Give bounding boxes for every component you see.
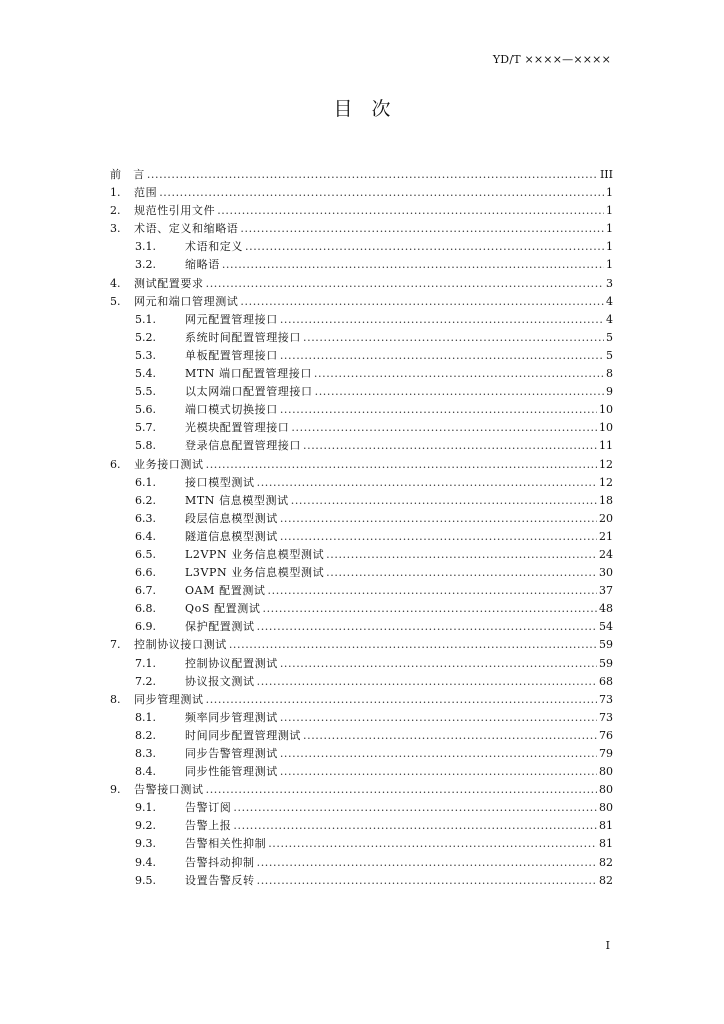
toc-entry-number: 5.4. xyxy=(135,367,156,381)
toc-entry-page: 48 xyxy=(599,602,613,616)
toc-entry-number: 5.6. xyxy=(135,403,156,417)
toc-entry-title: 协议报文测试 xyxy=(185,674,255,688)
toc-entry-number: 6.7. xyxy=(135,584,156,598)
toc-entry[interactable] xyxy=(110,329,613,347)
toc-entry-number: 5.1. xyxy=(135,312,156,326)
toc-leader-dots xyxy=(262,600,597,618)
toc-entry-page: 4 xyxy=(606,312,613,326)
toc-leader-dots xyxy=(206,456,597,474)
toc-entry[interactable] xyxy=(110,817,613,835)
toc-entry-page: 59 xyxy=(599,656,613,670)
toc-entry-number: 4. xyxy=(110,276,121,290)
toc-entry-title: 前 言 xyxy=(110,168,145,181)
toc-entry-page: 80 xyxy=(599,783,613,797)
table-of-contents xyxy=(110,166,613,890)
toc-entry-title: L3VPN 业务信息模型测试 xyxy=(185,566,325,580)
toc-entry-page: 20 xyxy=(599,511,613,525)
toc-entry-page: 80 xyxy=(599,765,613,779)
toc-entry-title: OAM 配置测试 xyxy=(185,584,266,598)
toc-entry[interactable] xyxy=(110,872,613,890)
toc-entry[interactable] xyxy=(110,256,613,274)
toc-entry-title: 同步管理测试 xyxy=(134,692,204,706)
toc-entry-number: 8. xyxy=(110,692,121,706)
toc-entry-title: 业务接口测试 xyxy=(134,457,204,471)
toc-entry-number: 6. xyxy=(110,457,121,471)
toc-entry-number: 9.1. xyxy=(135,801,156,815)
toc-entry-number: 5.3. xyxy=(135,348,156,362)
toc-entry[interactable] xyxy=(110,854,613,872)
toc-leader-dots xyxy=(291,492,597,510)
toc-leader-dots xyxy=(147,166,598,184)
toc-leader-dots xyxy=(315,383,604,401)
toc-entry[interactable] xyxy=(110,437,613,455)
toc-entry-number: 5.7. xyxy=(135,421,156,435)
toc-entry-number: 5.8. xyxy=(135,439,156,453)
toc-entry-title: 设置告警反转 xyxy=(185,873,255,887)
toc-leader-dots xyxy=(280,709,597,727)
toc-entry-title: 段层信息模型测试 xyxy=(185,511,278,525)
toc-entry-number: 9.5. xyxy=(135,873,156,887)
toc-leader-dots xyxy=(240,220,604,238)
toc-entry-page: 76 xyxy=(599,728,613,742)
toc-entry-number: 5. xyxy=(110,294,121,308)
toc-entry-number: 9.4. xyxy=(135,855,156,869)
toc-leader-dots xyxy=(257,872,597,890)
toc-entry-page: 1 xyxy=(606,240,613,254)
toc-leader-dots xyxy=(217,202,604,220)
toc-entry[interactable] xyxy=(110,474,613,492)
toc-entry-title: 保护配置测试 xyxy=(185,620,255,634)
toc-entry-title: 控制协议配置测试 xyxy=(185,656,278,670)
toc-leader-dots xyxy=(257,673,597,691)
toc-entry-page: 24 xyxy=(599,547,613,561)
toc-entry[interactable] xyxy=(110,636,613,654)
toc-entry[interactable] xyxy=(110,673,613,691)
toc-entry-number: 6.3. xyxy=(135,511,156,525)
toc-entry-title: 以太网端口配置管理接口 xyxy=(185,385,313,399)
toc-entry-title: 缩略语 xyxy=(185,258,220,272)
toc-entry-number: 8.1. xyxy=(135,710,156,724)
toc-leader-dots xyxy=(257,474,597,492)
toc-entry[interactable] xyxy=(110,383,613,401)
toc-entry-title: MTN 端口配置管理接口 xyxy=(185,367,312,381)
toc-leader-dots xyxy=(303,329,604,347)
toc-entry-title: 频率同步管理测试 xyxy=(185,710,278,724)
toc-entry-number: 5.5. xyxy=(135,385,156,399)
toc-entry[interactable] xyxy=(110,564,613,582)
toc-entry-page: 82 xyxy=(599,873,613,887)
toc-entry-title: 网元和端口管理测试 xyxy=(134,294,239,308)
toc-entry[interactable] xyxy=(110,347,613,365)
toc-entry[interactable] xyxy=(110,456,613,474)
toc-entry[interactable] xyxy=(110,419,613,437)
toc-leader-dots xyxy=(314,365,604,383)
toc-leader-dots xyxy=(280,763,597,781)
toc-entry[interactable] xyxy=(110,546,613,564)
toc-entry-number: 9.2. xyxy=(135,819,156,833)
toc-entry-title: 系统时间配置管理接口 xyxy=(185,330,301,344)
toc-entry[interactable] xyxy=(110,655,613,673)
toc-entry-title: 术语和定义 xyxy=(185,240,243,254)
toc-leader-dots xyxy=(280,745,597,763)
toc-entry-title: 告警相关性抑制 xyxy=(185,837,267,851)
toc-leader-dots xyxy=(291,419,597,437)
toc-entry[interactable] xyxy=(110,275,613,293)
toc-leader-dots xyxy=(303,437,597,455)
toc-leader-dots xyxy=(280,528,597,546)
toc-entry-page: 10 xyxy=(599,403,613,417)
toc-title: 目 次 xyxy=(333,98,391,120)
toc-entry-page: 73 xyxy=(599,710,613,724)
toc-entry-number: 5.2. xyxy=(135,330,156,344)
toc-entry[interactable] xyxy=(110,835,613,853)
toc-leader-dots xyxy=(257,854,597,872)
toc-entry-page: 11 xyxy=(599,439,613,453)
toc-entry-page: 4 xyxy=(606,294,613,308)
toc-entry[interactable] xyxy=(110,238,613,256)
toc-entry-number: 1. xyxy=(110,186,121,200)
toc-entry-title: 登录信息配置管理接口 xyxy=(185,439,301,453)
toc-entry-page: 1 xyxy=(606,204,613,218)
toc-entry[interactable] xyxy=(110,763,613,781)
toc-entry-number: 3. xyxy=(110,222,121,236)
toc-entry-number: 3.2. xyxy=(135,258,156,272)
toc-leader-dots xyxy=(229,636,597,654)
toc-entry-title: QoS 配置测试 xyxy=(185,602,261,616)
toc-entry-page: 1 xyxy=(606,186,613,200)
toc-entry-page: 18 xyxy=(599,493,613,507)
toc-entry[interactable] xyxy=(110,166,613,184)
toc-entry[interactable] xyxy=(110,582,613,600)
toc-entry-page: 30 xyxy=(599,566,613,580)
page-number: I xyxy=(605,939,610,952)
toc-entry-title: 告警订阅 xyxy=(185,801,232,815)
toc-entry-number: 9.3. xyxy=(135,837,156,851)
toc-entry-page: 5 xyxy=(606,330,613,344)
toc-entry-page: 10 xyxy=(599,421,613,435)
toc-entry-title: 告警上报 xyxy=(185,819,232,833)
toc-entry-page: 21 xyxy=(599,529,613,543)
toc-entry-number: 6.8. xyxy=(135,602,156,616)
toc-entry[interactable] xyxy=(110,492,613,510)
toc-entry-number: 9. xyxy=(110,783,121,797)
toc-leader-dots xyxy=(326,546,597,564)
toc-entry[interactable] xyxy=(110,220,613,238)
toc-entry-page: 80 xyxy=(599,801,613,815)
toc-entry-page: 68 xyxy=(599,674,613,688)
toc-entry-number: 7. xyxy=(110,638,121,652)
toc-entry-title: 告警接口测试 xyxy=(134,783,204,797)
toc-leader-dots xyxy=(159,184,604,202)
toc-entry-title: 接口模型测试 xyxy=(185,475,255,489)
toc-entry-title: 同步性能管理测试 xyxy=(185,765,278,779)
toc-entry-number: 7.1. xyxy=(135,656,156,670)
toc-entry-page: 9 xyxy=(606,385,613,399)
toc-entry-page: III xyxy=(599,168,613,181)
toc-entry-number: 2. xyxy=(110,204,121,218)
toc-entry-page: 81 xyxy=(599,837,613,851)
toc-entry-number: 6.6. xyxy=(135,566,156,580)
toc-entry[interactable] xyxy=(110,184,613,202)
toc-leader-dots xyxy=(222,256,604,274)
toc-entry-title: 同步告警管理测试 xyxy=(185,747,278,760)
toc-entry[interactable] xyxy=(110,691,613,709)
toc-leader-dots xyxy=(326,564,597,582)
toc-leader-dots xyxy=(280,311,604,329)
toc-entry-title: 规范性引用文件 xyxy=(134,204,216,218)
toc-entry-page: 59 xyxy=(599,638,613,652)
toc-entry-title: 告警抖动抑制 xyxy=(185,855,255,869)
toc-entry-page: 3 xyxy=(606,276,613,290)
toc-entry[interactable] xyxy=(110,293,613,311)
toc-entry-title: 时间同步配置管理测试 xyxy=(185,728,301,742)
toc-entry-number: 6.9. xyxy=(135,620,156,634)
toc-entry-number: 8.4. xyxy=(135,765,156,779)
toc-entry-number: 6.2. xyxy=(135,493,156,507)
toc-entry[interactable] xyxy=(110,528,613,546)
toc-entry-title: 光模块配置管理接口 xyxy=(185,421,290,435)
toc-entry-number: 8.3. xyxy=(135,747,156,760)
toc-entry[interactable] xyxy=(110,727,613,745)
toc-leader-dots xyxy=(280,347,604,365)
toc-leader-dots xyxy=(280,510,597,528)
toc-entry[interactable] xyxy=(110,618,613,636)
toc-entry-page: 79 xyxy=(599,747,613,760)
toc-entry-title: 端口模式切换接口 xyxy=(185,403,278,417)
toc-entry-page: 12 xyxy=(599,457,613,471)
toc-entry-page: 8 xyxy=(606,367,613,381)
toc-entry-page: 73 xyxy=(599,692,613,706)
toc-leader-dots xyxy=(206,781,597,799)
toc-entry[interactable] xyxy=(110,202,613,220)
document-number-header: YD/T ××××—×××× xyxy=(492,53,611,66)
toc-entry-page: 54 xyxy=(599,620,613,634)
toc-entry-title: 测试配置要求 xyxy=(134,276,204,290)
toc-entry[interactable] xyxy=(110,781,613,799)
toc-entry-number: 6.4. xyxy=(135,529,156,543)
toc-entry-page: 37 xyxy=(599,584,613,598)
toc-leader-dots xyxy=(206,275,604,293)
toc-leader-dots xyxy=(257,618,597,636)
toc-leader-dots xyxy=(280,655,597,673)
toc-entry-title: 范围 xyxy=(134,186,158,200)
toc-leader-dots xyxy=(240,293,604,311)
toc-leader-dots xyxy=(268,835,597,853)
toc-entry[interactable] xyxy=(110,401,613,419)
toc-entry-title: 控制协议接口测试 xyxy=(134,638,227,652)
toc-entry[interactable] xyxy=(110,365,613,383)
toc-leader-dots xyxy=(206,691,597,709)
toc-entry-number: 6.1. xyxy=(135,475,156,489)
toc-entry-page: 82 xyxy=(599,855,613,869)
toc-entry-number: 6.5. xyxy=(135,547,156,561)
toc-entry[interactable] xyxy=(110,709,613,727)
toc-entry[interactable] xyxy=(110,799,613,817)
toc-entry-title: 隧道信息模型测试 xyxy=(185,529,278,543)
toc-entry-page: 12 xyxy=(599,475,613,489)
toc-leader-dots xyxy=(303,727,597,745)
toc-leader-dots xyxy=(245,238,604,256)
toc-entry[interactable] xyxy=(110,600,613,618)
toc-leader-dots xyxy=(233,799,597,817)
toc-entry-page: 1 xyxy=(606,222,613,236)
toc-entry[interactable] xyxy=(110,745,613,763)
toc-leader-dots xyxy=(280,401,597,419)
toc-leader-dots xyxy=(233,817,597,835)
toc-entry-title: L2VPN 业务信息模型测试 xyxy=(185,547,325,561)
toc-entry-page: 1 xyxy=(606,258,613,272)
toc-entry-page: 81 xyxy=(599,819,613,833)
toc-entry-title: 单板配置管理接口 xyxy=(185,348,278,362)
toc-entry-number: 7.2. xyxy=(135,674,156,688)
toc-leader-dots xyxy=(268,582,597,600)
toc-entry-title: MTN 信息模型测试 xyxy=(185,493,289,507)
toc-entry[interactable] xyxy=(110,311,613,329)
toc-entry-page: 5 xyxy=(606,348,613,362)
toc-entry[interactable] xyxy=(110,510,613,528)
toc-entry-number: 3.1. xyxy=(135,240,156,254)
toc-entry-title: 网元配置管理接口 xyxy=(185,312,278,326)
toc-entry-title: 术语、定义和缩略语 xyxy=(134,222,239,236)
toc-entry-number: 8.2. xyxy=(135,728,156,742)
